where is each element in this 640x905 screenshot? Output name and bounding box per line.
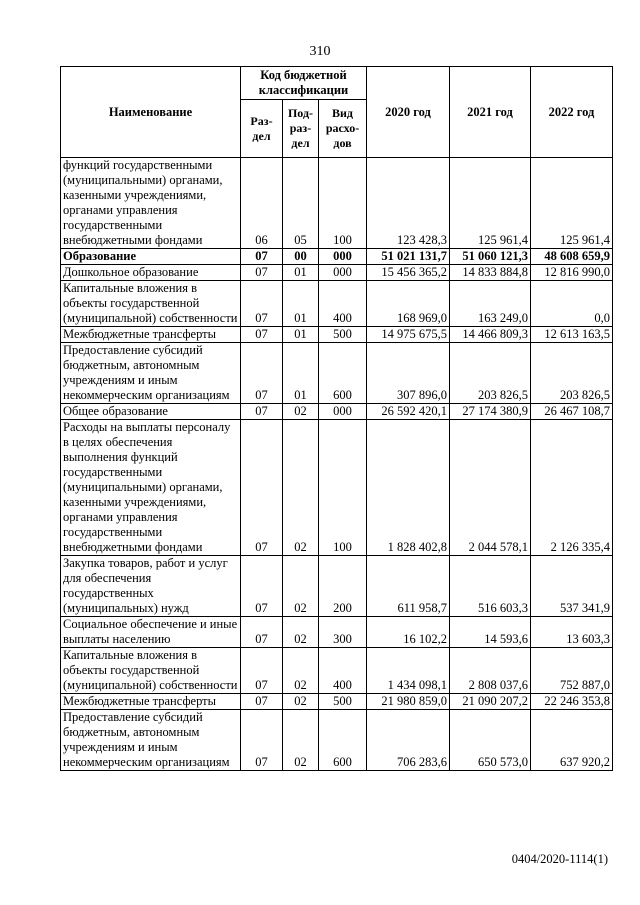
row-vid: 500 [319, 327, 367, 343]
row-name: Общее образование [61, 404, 241, 420]
row-value-2022: 125 961,4 [531, 158, 613, 249]
row-razdel: 06 [241, 158, 283, 249]
row-podrazdel: 01 [283, 327, 319, 343]
row-value-2020: 51 021 131,7 [367, 249, 450, 265]
row-value-2021: 2 808 037,6 [450, 648, 531, 694]
row-value-2020: 1 828 402,8 [367, 420, 450, 556]
row-name: Расходы на выплаты персоналу в целях обеспечения выполнения функций государственными (муниципальными) органами, казенными учреждениями, органами управления государственными внебюджетными фондами [61, 420, 241, 556]
row-name: Межбюджетные трансферты [61, 694, 241, 710]
table-row [61, 327, 613, 343]
table-row [61, 694, 613, 710]
row-razdel: 07 [241, 648, 283, 694]
row-value-2021: 163 249,0 [450, 281, 531, 327]
row-podrazdel: 02 [283, 648, 319, 694]
row-name: Предоставление субсидий бюджетным, автономным учреждениям и иным некоммерческим организациям [61, 343, 241, 404]
row-name: Социальное обеспечение и иные выплаты населению [61, 617, 241, 648]
row-value-2021: 14 593,6 [450, 617, 531, 648]
row-value-2021: 14 833 884,8 [450, 265, 531, 281]
row-podrazdel: 02 [283, 710, 319, 771]
table-row [61, 617, 613, 648]
header-2021: 2021 год [450, 67, 531, 158]
table-row [61, 404, 613, 420]
row-podrazdel: 02 [283, 420, 319, 556]
row-name: Закупка товаров, работ и услуг для обеспечения государственных (муниципальных) нужд [61, 556, 241, 617]
row-vid: 100 [319, 420, 367, 556]
row-razdel: 07 [241, 249, 283, 265]
row-value-2022: 537 341,9 [531, 556, 613, 617]
row-name: Предоставление субсидий бюджетным, автономным учреждениям и иным некоммерческим организациям [61, 710, 241, 771]
table-row [61, 343, 613, 404]
row-value-2021: 516 603,3 [450, 556, 531, 617]
row-podrazdel: 02 [283, 556, 319, 617]
header-code-group: Код бюджетной классификации [241, 67, 367, 100]
row-value-2022: 12 816 990,0 [531, 265, 613, 281]
row-razdel: 07 [241, 617, 283, 648]
row-value-2022: 12 613 163,5 [531, 327, 613, 343]
row-vid: 000 [319, 249, 367, 265]
row-podrazdel: 02 [283, 694, 319, 710]
row-name: Дошкольное образование [61, 265, 241, 281]
row-value-2021: 14 466 809,3 [450, 327, 531, 343]
row-vid: 000 [319, 404, 367, 420]
header-podrazdel: Под- раз- дел [283, 100, 319, 158]
row-name: Капитальные вложения в объекты государственной (муниципальной) собственности [61, 648, 241, 694]
row-name: Межбюджетные трансферты [61, 327, 241, 343]
row-value-2022: 13 603,3 [531, 617, 613, 648]
row-razdel: 07 [241, 420, 283, 556]
row-value-2021: 21 090 207,2 [450, 694, 531, 710]
row-razdel: 07 [241, 265, 283, 281]
document-code: 0404/2020-1114(1) [511, 852, 608, 866]
row-vid: 600 [319, 343, 367, 404]
row-value-2021: 27 174 380,9 [450, 404, 531, 420]
row-value-2020: 307 896,0 [367, 343, 450, 404]
row-value-2021: 2 044 578,1 [450, 420, 531, 556]
row-vid: 000 [319, 265, 367, 281]
row-value-2022: 637 920,2 [531, 710, 613, 771]
row-vid: 400 [319, 281, 367, 327]
row-razdel: 07 [241, 343, 283, 404]
header-razdel: Раз- дел [241, 100, 283, 158]
row-vid: 600 [319, 710, 367, 771]
row-podrazdel: 01 [283, 343, 319, 404]
row-razdel: 07 [241, 710, 283, 771]
row-podrazdel: 00 [283, 249, 319, 265]
row-value-2022: 0,0 [531, 281, 613, 327]
header-2022: 2022 год [531, 67, 613, 158]
row-value-2021: 650 573,0 [450, 710, 531, 771]
table-row [61, 158, 613, 249]
row-value-2020: 21 980 859,0 [367, 694, 450, 710]
table-row [61, 281, 613, 327]
page-number: 310 [309, 44, 331, 59]
table-row [61, 710, 613, 771]
row-value-2022: 203 826,5 [531, 343, 613, 404]
table-row [61, 556, 613, 617]
table-row [61, 265, 613, 281]
row-name: Образование [61, 249, 241, 265]
row-razdel: 07 [241, 694, 283, 710]
row-razdel: 07 [241, 327, 283, 343]
row-value-2021: 125 961,4 [450, 158, 531, 249]
table-row [61, 420, 613, 556]
row-value-2022: 752 887,0 [531, 648, 613, 694]
row-value-2020: 611 958,7 [367, 556, 450, 617]
row-vid: 200 [319, 556, 367, 617]
row-value-2020: 1 434 098,1 [367, 648, 450, 694]
row-podrazdel: 02 [283, 404, 319, 420]
row-value-2020: 123 428,3 [367, 158, 450, 249]
row-razdel: 07 [241, 404, 283, 420]
row-value-2022: 48 608 659,9 [531, 249, 613, 265]
row-podrazdel: 02 [283, 617, 319, 648]
row-vid: 400 [319, 648, 367, 694]
row-vid: 300 [319, 617, 367, 648]
row-podrazdel: 01 [283, 265, 319, 281]
row-podrazdel: 05 [283, 158, 319, 249]
row-value-2021: 51 060 121,3 [450, 249, 531, 265]
row-value-2022: 22 246 353,8 [531, 694, 613, 710]
row-value-2020: 706 283,6 [367, 710, 450, 771]
row-value-2022: 2 126 335,4 [531, 420, 613, 556]
row-value-2020: 16 102,2 [367, 617, 450, 648]
row-podrazdel: 01 [283, 281, 319, 327]
header-2020: 2020 год [367, 67, 450, 158]
header-name: Наименование [61, 67, 241, 158]
row-razdel: 07 [241, 556, 283, 617]
row-value-2020: 15 456 365,2 [367, 265, 450, 281]
row-value-2020: 26 592 420,1 [367, 404, 450, 420]
budget-table [60, 66, 613, 771]
row-value-2020: 14 975 675,5 [367, 327, 450, 343]
header-vid: Вид расхо- дов [319, 100, 367, 158]
row-vid: 100 [319, 158, 367, 249]
table-row [61, 249, 613, 265]
table-body [61, 158, 613, 771]
row-razdel: 07 [241, 281, 283, 327]
row-value-2022: 26 467 108,7 [531, 404, 613, 420]
row-value-2020: 168 969,0 [367, 281, 450, 327]
row-name: функций государственными (муниципальными) органами, казенными учреждениями, органами управления государственными внебюджетными фондами [61, 158, 241, 249]
row-value-2021: 203 826,5 [450, 343, 531, 404]
row-vid: 500 [319, 694, 367, 710]
row-name: Капитальные вложения в объекты государственной (муниципальной) собственности [61, 281, 241, 327]
table-row [61, 648, 613, 694]
